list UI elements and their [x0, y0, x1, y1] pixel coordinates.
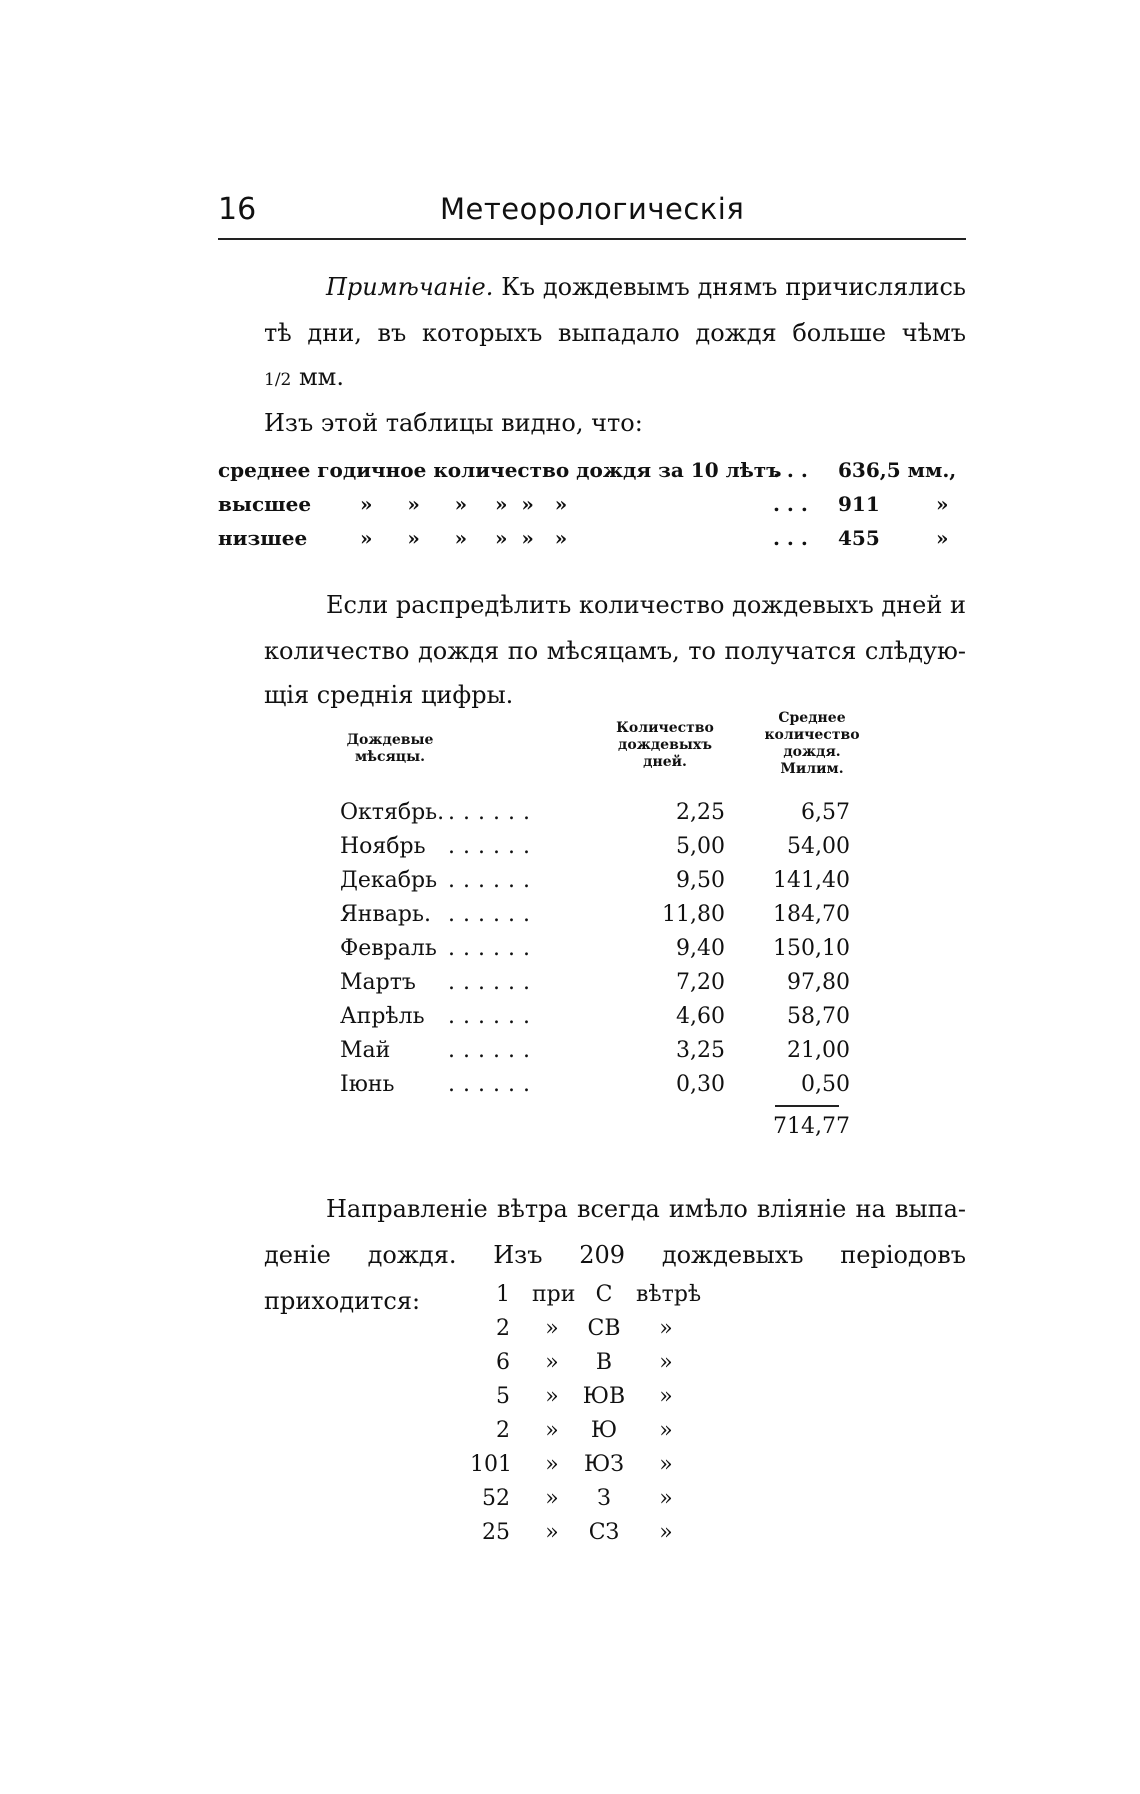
wind-count: 2	[496, 1418, 510, 1443]
rain-days: 0,30	[676, 1072, 725, 1097]
rain-row	[340, 834, 860, 868]
wind-pri: »	[545, 1486, 559, 1511]
stat-unit: »	[936, 526, 949, 550]
stat-dots: . . .	[773, 458, 808, 482]
rain-month: Май	[340, 1038, 391, 1063]
wind-direction: СВ	[587, 1316, 621, 1341]
wind-veter: »	[659, 1350, 673, 1375]
rain-days: 2,25	[676, 800, 725, 825]
wind-pri: »	[545, 1384, 559, 1409]
page-number: 16	[218, 192, 257, 227]
wind-veter: »	[659, 1486, 673, 1511]
rain-days: 11,80	[662, 902, 725, 927]
intro-text: Изъ этой таблицы видно, что:	[264, 409, 643, 437]
wind-direction: В	[595, 1350, 613, 1375]
note-line-3	[264, 354, 966, 403]
stat-dots: . . .	[773, 492, 808, 516]
rain-leader: ......	[448, 970, 538, 995]
wind-count: 25	[482, 1520, 510, 1545]
rain-row	[340, 1038, 860, 1072]
wind-count: 6	[496, 1350, 510, 1375]
rain-leader: ......	[448, 1038, 538, 1063]
wind-veter: »	[659, 1452, 673, 1477]
rain-amount: 6,57	[801, 800, 850, 825]
stat-label: среднее годичное количество дождя за 10 лѣтъ	[218, 458, 782, 482]
wind-row	[470, 1316, 690, 1350]
rain-amount: 54,00	[787, 834, 850, 859]
stat-unit: »	[936, 492, 949, 516]
rain-days: 9,40	[676, 936, 725, 961]
page-header	[218, 192, 966, 232]
stat-ditto: » » » » » »	[360, 492, 568, 516]
wind-direction: ЮЗ	[584, 1452, 624, 1477]
stat-row-min	[218, 526, 966, 560]
rain-leader: ......	[448, 868, 538, 893]
wind-veter: вѣтрѣ	[636, 1282, 702, 1307]
rain-month: Январь.	[340, 902, 431, 927]
rain-days: 7,20	[676, 970, 725, 995]
rain-row	[340, 800, 860, 834]
wind-row	[470, 1418, 690, 1452]
rain-month: Декабрь	[340, 868, 438, 893]
wind-direction: ЮВ	[582, 1384, 626, 1409]
wind-pri: »	[545, 1418, 559, 1443]
wind-direction: Ю	[590, 1418, 618, 1443]
rain-row	[340, 970, 860, 1004]
rain-amount: 141,40	[773, 868, 850, 893]
rain-month: Февраль	[340, 936, 437, 961]
rain-month: Іюнь	[340, 1072, 395, 1097]
note-label: Примѣчаніе.	[326, 273, 494, 301]
header-rule	[218, 238, 966, 240]
rain-row	[340, 1072, 860, 1106]
wind-count: 2	[496, 1316, 510, 1341]
rain-amount: 97,80	[787, 970, 850, 995]
rain-month: Ноябрь	[340, 834, 426, 859]
wind-direction: С	[595, 1282, 613, 1307]
stat-value: 911	[838, 492, 880, 516]
rain-amount: 150,10	[773, 936, 850, 961]
wind-count: 1	[496, 1282, 510, 1307]
rain-amount: 0,50	[801, 1072, 850, 1097]
wind-veter: »	[659, 1418, 673, 1443]
wind-veter: »	[659, 1384, 673, 1409]
rain-days: 5,00	[676, 834, 725, 859]
rain-amount: 184,70	[773, 902, 850, 927]
note-line-2: тѣ дни, въ которыхъ выпадало дождя больше чѣмъ	[264, 319, 966, 347]
monthly-intro-line-1: Если распредѣлить количество дождевыхъ дней и	[326, 591, 966, 619]
wind-pri: при	[532, 1282, 576, 1307]
note-unit: мм.	[299, 363, 344, 391]
stat-value: 636,5 мм.,	[838, 458, 957, 482]
rain-total: 714,77	[773, 1114, 850, 1139]
note-text-1: Къ дождевымъ днямъ причислялись	[501, 273, 966, 301]
wind-row	[470, 1486, 690, 1520]
note-line-1	[264, 264, 966, 310]
stat-value: 455	[838, 526, 880, 550]
rain-days: 9,50	[676, 868, 725, 893]
rain-row	[340, 936, 860, 970]
stat-row-max	[218, 492, 966, 526]
wind-pri: »	[545, 1520, 559, 1545]
wind-row	[470, 1520, 690, 1554]
wind-row	[470, 1384, 690, 1418]
rain-col-amount-header: Среднее количество дождя. Милим.	[764, 710, 860, 777]
rain-col-month-header: Дождевые мѣсяцы.	[346, 732, 434, 765]
rain-row	[340, 1004, 860, 1038]
rain-days: 3,25	[676, 1038, 725, 1063]
wind-row	[470, 1452, 690, 1486]
rain-row	[340, 868, 860, 902]
rain-leader: ......	[448, 834, 538, 859]
wind-intro-line-2: деніе дождя. Изъ 209 дождевыхъ періодовъ приходится:	[264, 1241, 966, 1315]
stat-label: высшее	[218, 492, 312, 516]
rain-days: 4,60	[676, 1004, 725, 1029]
running-title: Метеорологическія	[440, 192, 745, 226]
total-rule	[775, 1105, 839, 1107]
wind-row-header	[470, 1282, 702, 1316]
rain-leader: ......	[448, 800, 538, 825]
wind-row	[470, 1350, 690, 1384]
wind-direction: З	[597, 1486, 611, 1511]
stat-ditto: » » » » » »	[360, 526, 568, 550]
rain-leader: ......	[448, 1072, 538, 1097]
wind-intro-line-1: Направленіе вѣтра всегда имѣло вліяніе на выпа-	[326, 1195, 966, 1223]
rain-month: Мартъ	[340, 970, 416, 995]
wind-count: 101	[470, 1452, 512, 1477]
rain-amount: 58,70	[787, 1004, 850, 1029]
rain-month: Апрѣль	[340, 1004, 425, 1029]
rain-leader: ......	[448, 902, 538, 927]
wind-count: 52	[482, 1486, 510, 1511]
rain-amount: 21,00	[787, 1038, 850, 1063]
rain-row	[340, 902, 860, 936]
rain-month: Октябрь.	[340, 800, 445, 825]
stat-row-mean	[218, 458, 966, 492]
rain-col-days-header: Количество дождевыхъ дней.	[616, 720, 714, 770]
monthly-intro-line-3: щія среднія цифры.	[264, 681, 514, 709]
note-fraction: 1/2	[264, 370, 292, 390]
rain-leader: ......	[448, 1004, 538, 1029]
monthly-intro-line-2: количество дождя по мѣсяцамъ, то получатся слѣдую-	[264, 637, 966, 665]
wind-direction: СЗ	[588, 1520, 620, 1545]
stat-label: низшее	[218, 526, 308, 550]
stat-dots: . . .	[773, 526, 808, 550]
wind-veter: »	[659, 1316, 673, 1341]
wind-pri: »	[545, 1350, 559, 1375]
rain-leader: ......	[448, 936, 538, 961]
wind-pri: »	[545, 1452, 559, 1477]
wind-count: 5	[496, 1384, 510, 1409]
wind-veter: »	[659, 1520, 673, 1545]
wind-pri: »	[545, 1316, 559, 1341]
